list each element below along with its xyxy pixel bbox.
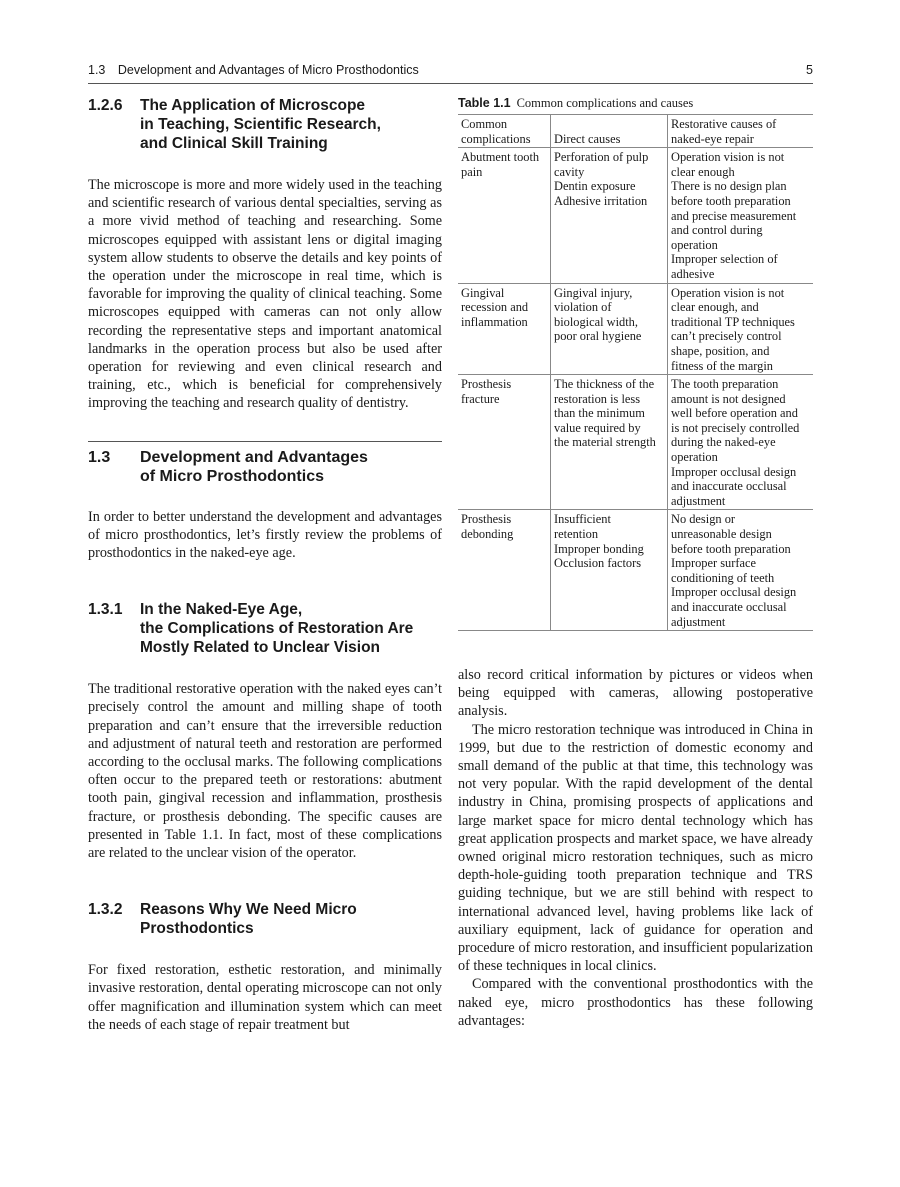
paragraph-continued: also record critical information by pictures or videos when being equipped with cameras, allowing postoperative analysis. [458,667,813,720]
header-cell: Common complications [458,115,551,148]
paragraph-advantages: Compared with the conventional prosthodontics with the naked eye, micro prosthodontics has these following advantages: [458,976,813,1029]
header-cell: Direct causes [551,115,668,148]
table-row [458,510,813,631]
running-head [88,63,813,83]
heading-1-2-6 [88,96,442,153]
left-column [88,96,442,1034]
table-caption-text: Common complications and causes [516,96,694,110]
paragraph-1-3-1: The traditional restorative operation with the naked eyes can’t precisely control the amount and milling shape of tooth preparation and can’t ensure that the irreversible reduction and adjustment of natural teeth and restoration are performed according to the occlusal marks. The following complications often occur to the prepared teeth or restorations: abutment tooth pain, gingival recession and inflammation, prosthesis fracture, or prosthesis debonding. The specific causes are presented in Table 1.1. In fact, most of these complications are related to the unclear vision of the operator. [88,681,442,862]
table-cell: The tooth preparation amount is not designed well before operation and is not precisely controlled during the naked-eye operation Improper occlusal design and inaccurate occlusal adjustment [668,375,814,510]
table-cell: Operation vision is not clear enough There is no design plan before tooth preparation and precise measurement and control during operation Improper selection of adhesive [668,148,814,283]
table-cell: Prosthesis fracture [458,375,551,510]
paragraph-history: The micro restoration technique was introduced in China in 1999, but due to the restriction of domestic economy and small demand of the public at that time, this technology was not very popular. With the rapid development of the dental industry in China, promising prospects of applications and large market space for micro dental technology which has great application prospects and market space, we have already owned original micro restoration techniques, such as micro depth-hole-guiding tooth preparation technique and TRS guiding technique, but we are still behind with respect to international advanced level, having problems like lack of auxiliary equipment, lack of guidance for operation and procedure of micro restoration, and insufficient popularization of these techniques in local clinics. [458,721,813,975]
table-row [458,283,813,375]
table-cell: Gingival recession and inflammation [458,283,551,375]
title-line: in Teaching, Scientific Research, [140,116,381,133]
section-number: 1.3.2 [88,901,123,919]
header-cell: Restorative causes of naked-eye repair [668,115,814,148]
title-line: Development and Advantages [140,448,368,466]
section-title [140,900,442,938]
table-1-1 [458,96,813,631]
table-cell: Operation vision is not clear enough, and traditional TP techniques can’t precisely control shape, position, and fitness of the margin [668,283,814,375]
paragraph-1-2-6: The microscope is more and more widely used in the teaching and scientific research of various dental specialties, serving as a more vivid method of teaching and researching. Some microscopes equipped with assistant lens or digital imaging system allow students to observe the details and key points of the operation under the microscope in real time, which is favorable for improving the quality of clinical teaching. Some microscopes equipped with cameras can not only allow recording the representative steps and important anatomical landmarks in the operation process but also be used after operation for reviewing and even clinical research and training, etc., which is beneficial for comprehensively improving the teaching and research quality of dentistry. [88,177,443,412]
section-number: 1.3.1 [88,601,123,619]
section-title [140,96,442,153]
title-line: of Micro Prosthodontics [140,468,324,486]
title-line: Reasons Why We Need Micro [140,901,357,919]
running-head-title: 1.3 Development and Advantages of Micro Prosthodontics [88,63,419,77]
section-title [140,600,442,657]
heading-1-3-2 [88,900,442,938]
section-rule [88,441,442,442]
table-row [458,148,813,283]
title-line: In the Naked-Eye Age, [140,601,303,619]
section-number: 1.3 [88,448,111,466]
heading-1-3 [88,448,442,487]
table-header-row [458,115,813,148]
section-title [140,448,442,487]
table-cell: Gingival injury, violation of biological width, poor oral hygiene [551,283,668,375]
table-cell: Abutment tooth pain [458,148,551,283]
table-cell: No design or unreasonable design before tooth preparation Improper surface conditioning of teeth Improper occlusal design and inaccurate occlusal adjustment [668,510,814,631]
header-rule [88,83,813,84]
table-cell: Insufficient retention Improper bonding Occlusion factors [551,510,668,631]
right-column [458,666,813,1030]
table-cell: Perforation of pulp cavity Dentin exposure Adhesive irritation [551,148,668,283]
paragraph-1-3-2: For fixed restoration, esthetic restoration, and minimally invasive restoration, dental operating microscope can not only offer magnification and illumination system which can meet the needs of each stage of repair treatment but [88,962,443,1033]
table-cell: The thickness of the restoration is less than the minimum value required by the material strength [551,375,668,510]
table-row [458,375,813,510]
title-line: The Application of Microscope [140,97,366,114]
title-line: Prosthodontics [140,920,254,938]
heading-1-3-1 [88,600,442,657]
table-caption [458,96,813,114]
complications-table [458,114,813,631]
title-line: Mostly Related to Unclear Vision [140,639,381,657]
table-label: Table 1.1 [458,96,511,110]
table-cell: Prosthesis debonding [458,510,551,631]
section-number: 1.2.6 [88,97,123,114]
page-number: 5 [806,63,813,77]
paragraph-1-3: In order to better understand the development and advantages of micro prosthodontics, let’s firstly review the problems of prosthodontics in the naked-eye age. [88,508,442,562]
title-line: the Complications of Restoration Are [140,620,414,638]
title-line: and Clinical Skill Training [140,135,328,152]
